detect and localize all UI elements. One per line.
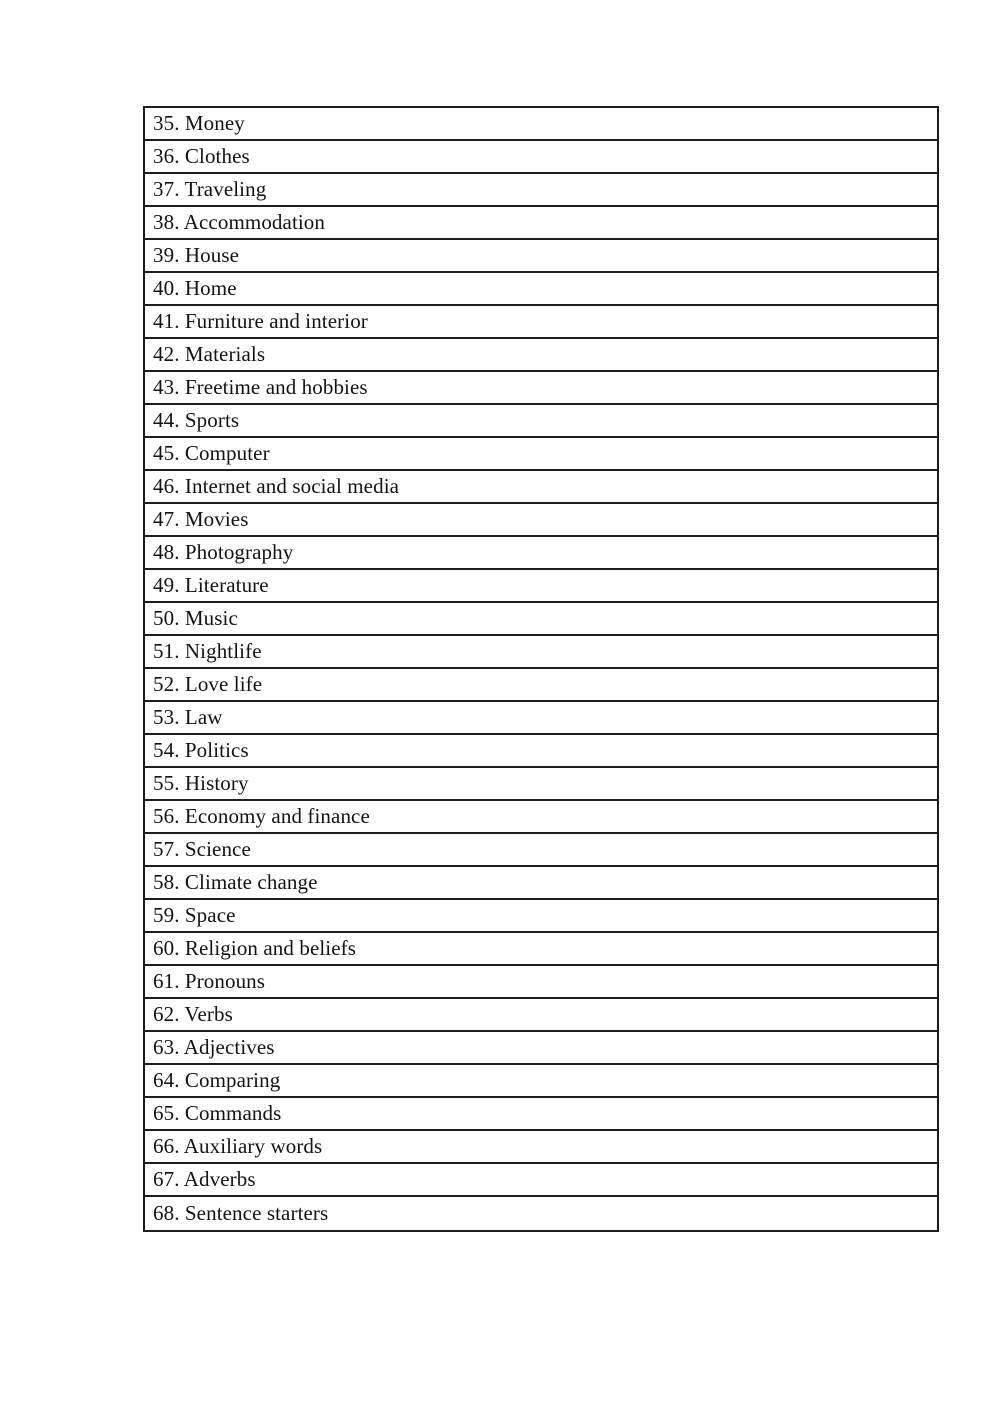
row-label: 45. Computer xyxy=(153,441,270,465)
table-row xyxy=(145,867,937,900)
row-label: 61. Pronouns xyxy=(153,969,266,993)
row-label: 46. Internet and social media xyxy=(153,474,400,498)
row-label: 48. Photography xyxy=(153,540,294,564)
row-label: 38. Accommodation xyxy=(153,210,326,234)
row-label: 57. Science xyxy=(153,837,251,861)
table-row xyxy=(145,438,937,471)
row-label: 64. Comparing xyxy=(153,1068,281,1092)
contents-table xyxy=(143,106,939,1232)
row-label: 47. Movies xyxy=(153,507,249,531)
row-label: 44. Sports xyxy=(153,408,240,432)
table-row xyxy=(145,141,937,174)
table-row xyxy=(145,570,937,603)
row-label: 43. Freetime and hobbies xyxy=(153,375,368,399)
row-label: 67. Adverbs xyxy=(153,1167,256,1191)
row-label: 62. Verbs xyxy=(153,1002,233,1026)
table-row xyxy=(145,735,937,768)
table-row xyxy=(145,471,937,504)
row-label: 58. Climate change xyxy=(153,870,318,894)
row-label: 53. Law xyxy=(153,705,223,729)
table-row xyxy=(145,768,937,801)
row-label: 63. Adjectives xyxy=(153,1035,275,1059)
table-row xyxy=(145,999,937,1032)
row-label: 39. House xyxy=(153,243,240,267)
table-row xyxy=(145,1098,937,1131)
row-label: 68. Sentence starters xyxy=(153,1201,329,1225)
table-row xyxy=(145,273,937,306)
row-label: 40. Home xyxy=(153,276,237,300)
table-row xyxy=(145,372,937,405)
table-row xyxy=(145,504,937,537)
table-row xyxy=(145,537,937,570)
row-label: 42. Materials xyxy=(153,342,266,366)
row-label: 59. Space xyxy=(153,903,236,927)
table-row xyxy=(145,207,937,240)
table-row xyxy=(145,702,937,735)
row-label: 56. Economy and finance xyxy=(153,804,370,828)
row-label: 55. History xyxy=(153,771,249,795)
row-label: 36. Clothes xyxy=(153,144,250,168)
row-label: 50. Music xyxy=(153,606,238,630)
row-label: 41. Furniture and interior xyxy=(153,309,368,333)
table-row xyxy=(145,834,937,867)
table-row xyxy=(145,1032,937,1065)
row-label: 37. Traveling xyxy=(153,177,267,201)
table-row xyxy=(145,900,937,933)
row-label: 52. Love life xyxy=(153,672,263,696)
table-row xyxy=(145,1131,937,1164)
row-label: 66. Auxiliary words xyxy=(153,1134,323,1158)
row-label: 35. Money xyxy=(153,111,245,135)
table-row xyxy=(145,1065,937,1098)
table-row xyxy=(145,603,937,636)
table-row xyxy=(145,636,937,669)
table-row xyxy=(145,801,937,834)
row-label: 51. Nightlife xyxy=(153,639,262,663)
table-row xyxy=(145,669,937,702)
table-row xyxy=(145,306,937,339)
row-label: 54. Politics xyxy=(153,738,249,762)
table-row xyxy=(145,966,937,999)
table-row xyxy=(145,405,937,438)
table-row xyxy=(145,240,937,273)
table-row xyxy=(145,933,937,966)
row-label: 65. Commands xyxy=(153,1101,282,1125)
table-row xyxy=(145,339,937,372)
table-row xyxy=(145,108,937,141)
table-row xyxy=(145,174,937,207)
row-label: 60. Religion and beliefs xyxy=(153,936,357,960)
row-label: 49. Literature xyxy=(153,573,269,597)
table-row xyxy=(145,1164,937,1197)
table-row xyxy=(145,1197,937,1230)
